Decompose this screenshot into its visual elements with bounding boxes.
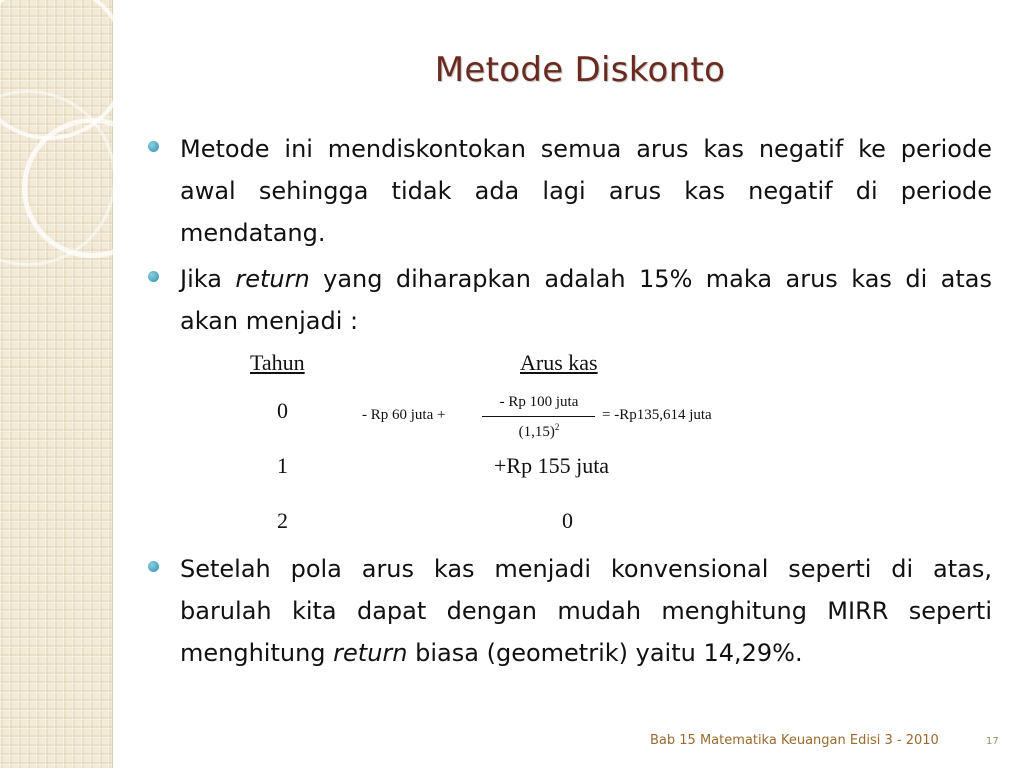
bullet-text-post: yang diharapkan adalah 15% maka arus kas di atas akan menjadi : xyxy=(180,265,992,335)
bullet-list xyxy=(148,548,992,674)
bullet-text: Metode ini mendiskontokan semua arus kas negatif ke periode awal sehingga tidak ada lagi arus kas negatif di periode mendatang. xyxy=(180,135,992,247)
formula-numerator: - Rp 100 juta xyxy=(499,394,579,410)
bullet-item xyxy=(148,548,992,674)
bullet-item xyxy=(148,258,992,342)
bullet-text-italic: return xyxy=(333,639,408,667)
bullet-text-pre: Jika xyxy=(180,265,236,293)
bullet-icon xyxy=(148,561,159,572)
table-header-cash: Arus kas xyxy=(520,350,598,375)
formula-exponent: 2 xyxy=(554,422,560,432)
formula-left: - Rp 60 juta + xyxy=(362,407,446,423)
fraction-bar xyxy=(482,416,595,417)
bullet-list xyxy=(148,128,992,342)
formula-result: = -Rp135,614 juta xyxy=(602,407,712,423)
slide-title: Metode Diskonto xyxy=(434,50,726,90)
discount-formula xyxy=(362,394,782,444)
formula-denominator: (1,15) xyxy=(518,424,555,440)
table-cash-value: 0 xyxy=(562,508,573,533)
table-year: 2 xyxy=(277,508,288,533)
bullet-item xyxy=(148,128,992,254)
table-year: 0 xyxy=(277,398,288,423)
decorative-side-band xyxy=(0,0,113,768)
table-cash-value: +Rp 155 juta xyxy=(494,453,610,478)
slide-footer: Bab 15 Matematika Keuangan Edisi 3 - 2010 xyxy=(650,733,939,748)
bullet-text-post: biasa (geometrik) yaitu 14,29%. xyxy=(407,639,803,667)
bullet-icon xyxy=(148,271,159,282)
formula-denominator-wrap xyxy=(484,422,594,441)
page-number: 17 xyxy=(986,736,999,747)
bullet-text-pre: Setelah pola arus kas menjadi konvensional seperti di atas, barulah kita dapat dengan mudah menghitung MIRR seperti menghitung xyxy=(180,555,992,667)
bullet-text-italic: return xyxy=(235,265,310,293)
decorative-circle xyxy=(22,118,162,258)
table-header-year: Tahun xyxy=(250,350,305,375)
bullet-icon xyxy=(148,141,159,152)
table-year: 1 xyxy=(277,453,288,478)
